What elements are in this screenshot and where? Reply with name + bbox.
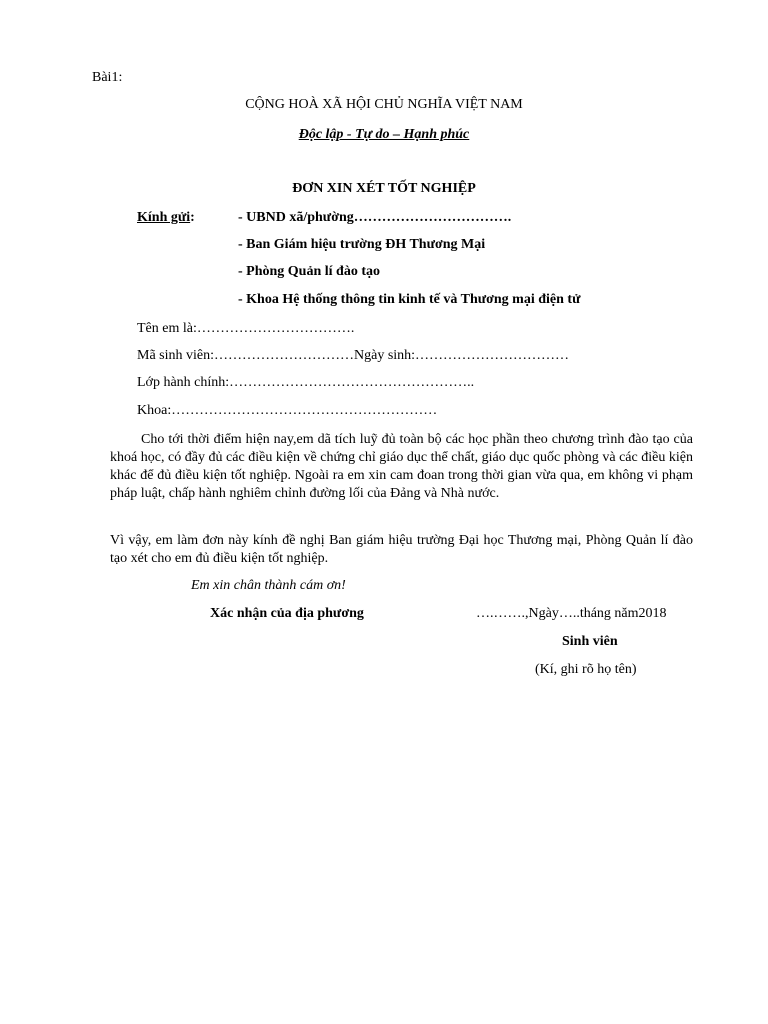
student-signature-label: Sinh viên [562,634,618,649]
field-name: Tên em là:……………………………. [137,321,355,336]
field-class: Lớp hành chính:…………………………………………….. [137,375,475,390]
country-heading: CỘNG HOÀ XÃ HỘI CHỦ NGHĨA VIỆT NAM [245,97,523,112]
paragraph-2: Vì vậy, em làm đơn này kính đề nghị Ban giám hiệu trường Đại học Thương mại, Phòng Quản lí đào tạo xét cho em đủ điều kiện tốt nghiệp. [110,533,693,566]
addressee-3: - Phòng Quản lí đào tạo [238,264,380,279]
addressee-colon: : [190,210,195,225]
local-confirmation: Xác nhận của địa phương [210,606,364,621]
addressee-label [137,209,195,227]
thanks-line: Em xin chân thành cám ơn! [191,578,346,593]
addressee-2: - Ban Giám hiệu trường ĐH Thương Mại [238,237,486,252]
addressee-4: - Khoa Hệ thống thông tin kinh tế và Thương mại điện tử [238,292,581,307]
signature-note: (Kí, ghi rõ họ tên) [535,662,637,677]
paragraph-1: Cho tới thời điểm hiện nay,em dã tích luỹ đủ toàn bộ các học phần theo chương trình đào tạo của khoá học, có đầy đủ các điều kiện về chứng chỉ giáo dục thể chất, giáo dục quốc phòng và các điều kiện khác để đủ điều kiện tốt nghiệp. Ngoài ra em xin cam đoan trong thời gian vừa qua, em không vi phạm pháp luật, chấp hành nghiêm chỉnh đường lối của Đảng và Nhà nước. [110,432,693,501]
motto [0,126,768,144]
document-title: ĐƠN XIN XÉT TỐT NGHIỆP [292,181,476,196]
motto-text: Độc lập - Tự do – Hạnh phúc [298,127,470,142]
field-student-id-dob: Mã sinh viên:…………………………Ngày sinh:…………………………… [137,348,570,363]
addressee-label-text: Kính gửi [137,210,191,225]
addressee-1: - UBND xã/phường……………………………. [238,210,512,225]
field-faculty: Khoa:………………………………………………… [137,403,438,418]
date-line: ….…….,Ngày…..tháng năm2018 [476,606,667,621]
exercise-label: Bài1: [92,70,123,85]
